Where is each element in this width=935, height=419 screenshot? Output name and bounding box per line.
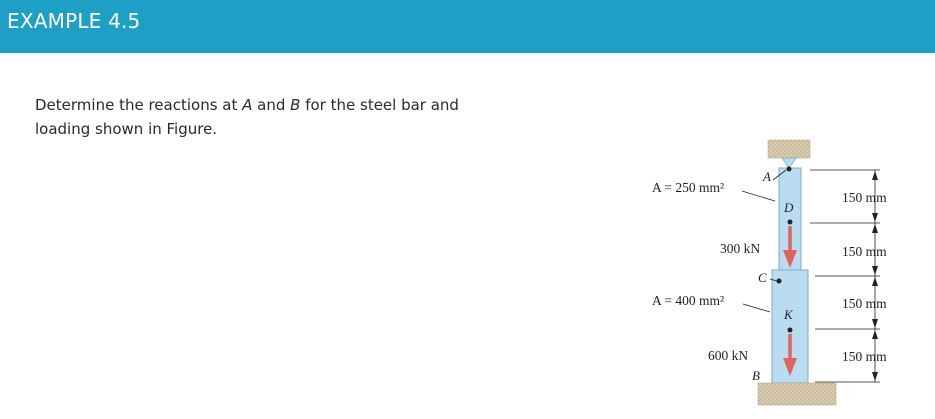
point-d-dot (788, 220, 793, 225)
area-top-label: A = 250 mm² (652, 180, 725, 195)
area-bottom-label: A = 400 mm² (652, 293, 725, 308)
problem-line-2: loading shown in Figure. (35, 120, 218, 138)
load-300-label: 300 kN (720, 241, 761, 256)
dimension-label-4: 150 mm (842, 349, 887, 364)
point-a-label: A (763, 169, 771, 184)
example-header (0, 0, 935, 53)
point-k-label: K (784, 307, 793, 322)
top-support (768, 140, 810, 158)
var-b: B (290, 96, 301, 114)
area-top-leader (742, 191, 775, 201)
point-k-dot (788, 328, 793, 333)
problem-text-3: for the steel bar and (300, 96, 459, 114)
problem-text-1: Determine the reactions at (35, 96, 243, 114)
point-c-dot (777, 279, 782, 284)
problem-text-2: and (252, 96, 291, 114)
area-bottom-leader (743, 304, 770, 312)
point-b-label: B (752, 368, 760, 383)
dimension-label-1: 150 mm (842, 190, 887, 205)
load-600-label: 600 kN (708, 348, 749, 363)
problem-line-1 (35, 93, 555, 117)
dimension-label-2: 150 mm (842, 244, 887, 259)
dimension-label-3: 150 mm (842, 296, 887, 311)
bottom-support (758, 383, 836, 405)
example-title: EXAMPLE 4.5 (7, 9, 141, 33)
steel-bar-figure (600, 130, 935, 419)
problem-statement (35, 93, 555, 141)
point-d-label: D (784, 200, 794, 215)
point-c-label: C (758, 270, 767, 285)
var-a: A (242, 96, 253, 114)
point-a-dot (787, 167, 792, 172)
